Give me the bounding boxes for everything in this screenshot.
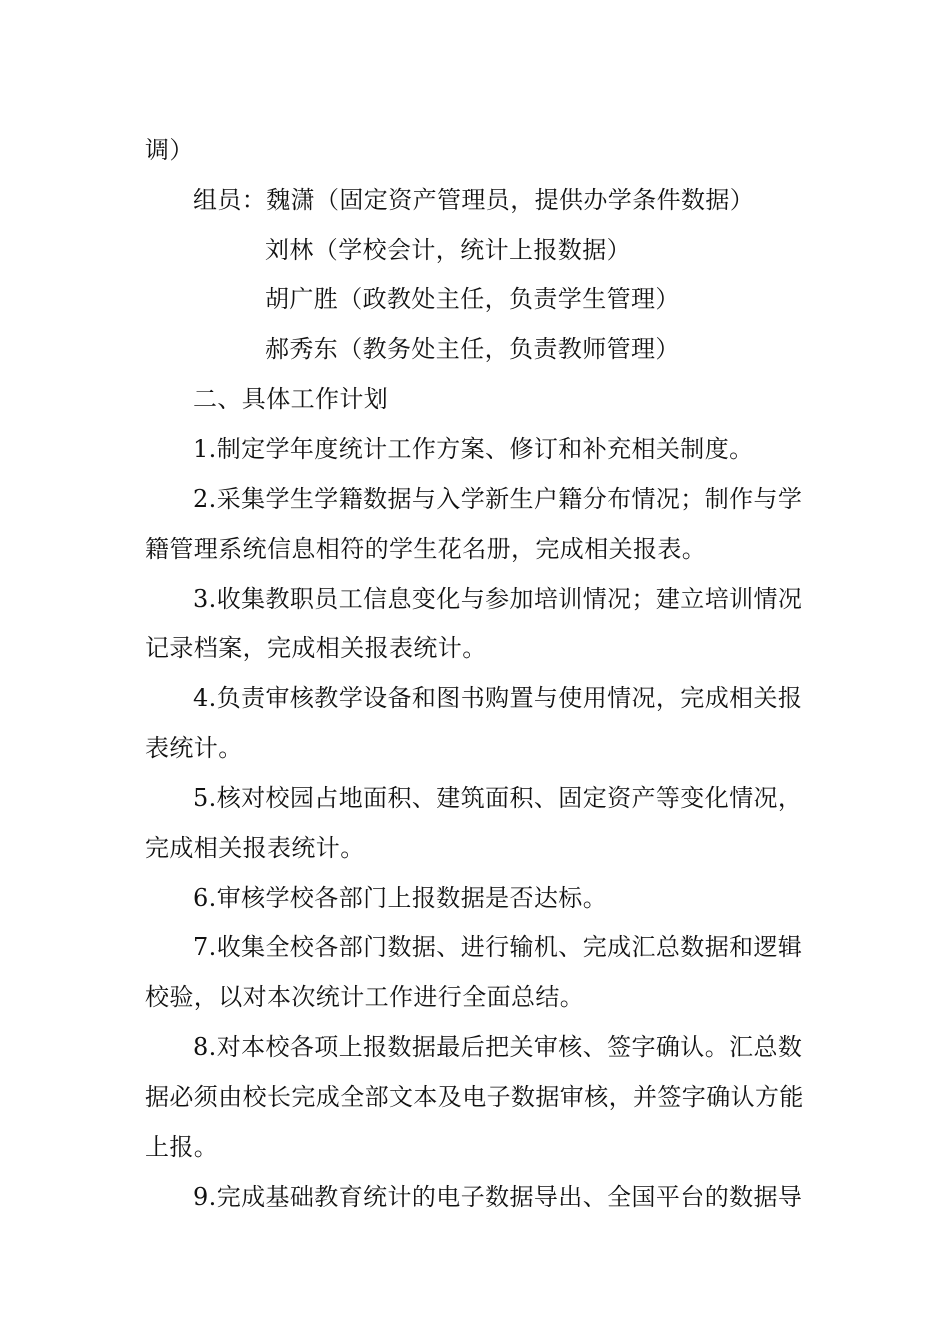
plan-item: 6.审核学校各部门上报数据是否达标。 xyxy=(193,884,608,912)
plan-item: 1.制定学年度统计工作方案、修订和补充相关制度。 xyxy=(193,435,754,463)
plan-item: 5.核对校园占地面积、建筑面积、固定资产等变化情况， xyxy=(193,784,803,812)
plan-item-continuation: 据必须由校长完成全部文本及电子数据审核，并签字确认方能 xyxy=(145,1083,804,1111)
plan-item: 9.完成基础教育统计的电子数据导出、全国平台的数据导 xyxy=(193,1183,803,1211)
plan-item: 2.采集学生学籍数据与入学新生户籍分布情况；制作与学 xyxy=(193,485,803,513)
plan-item-continuation: 记录档案，完成相关报表统计。 xyxy=(145,634,487,662)
plan-item: 8.对本校各项上报数据最后把关审核、签字确认。汇总数 xyxy=(193,1033,803,1061)
plan-item: 4.负责审核教学设备和图书购置与使用情况，完成相关报 xyxy=(193,684,803,712)
text-line: 调） xyxy=(145,136,194,164)
group-members-line: 组员：魏潇（固定资产管理员，提供办学条件数据） xyxy=(193,186,755,214)
plan-item-continuation: 完成相关报表统计。 xyxy=(145,834,365,862)
plan-item-continuation: 表统计。 xyxy=(145,734,243,762)
plan-item-continuation: 籍管理系统信息相符的学生花名册，完成相关报表。 xyxy=(145,535,707,563)
member-line: 刘林（学校会计，统计上报数据） xyxy=(265,236,631,264)
section-heading: 二、具体工作计划 xyxy=(193,385,389,413)
plan-item: 3.收集教职员工信息变化与参加培训情况；建立培训情况 xyxy=(193,585,803,613)
plan-item: 7.收集全校各部门数据、进行输机、完成汇总数据和逻辑 xyxy=(193,933,803,961)
member-line: 郝秀东（教务处主任，负责教师管理） xyxy=(265,335,680,363)
member-line: 胡广胜（政教处主任，负责学生管理） xyxy=(265,285,680,313)
plan-item-continuation: 上报。 xyxy=(145,1133,219,1161)
plan-item-continuation: 校验，以对本次统计工作进行全面总结。 xyxy=(145,983,585,1011)
